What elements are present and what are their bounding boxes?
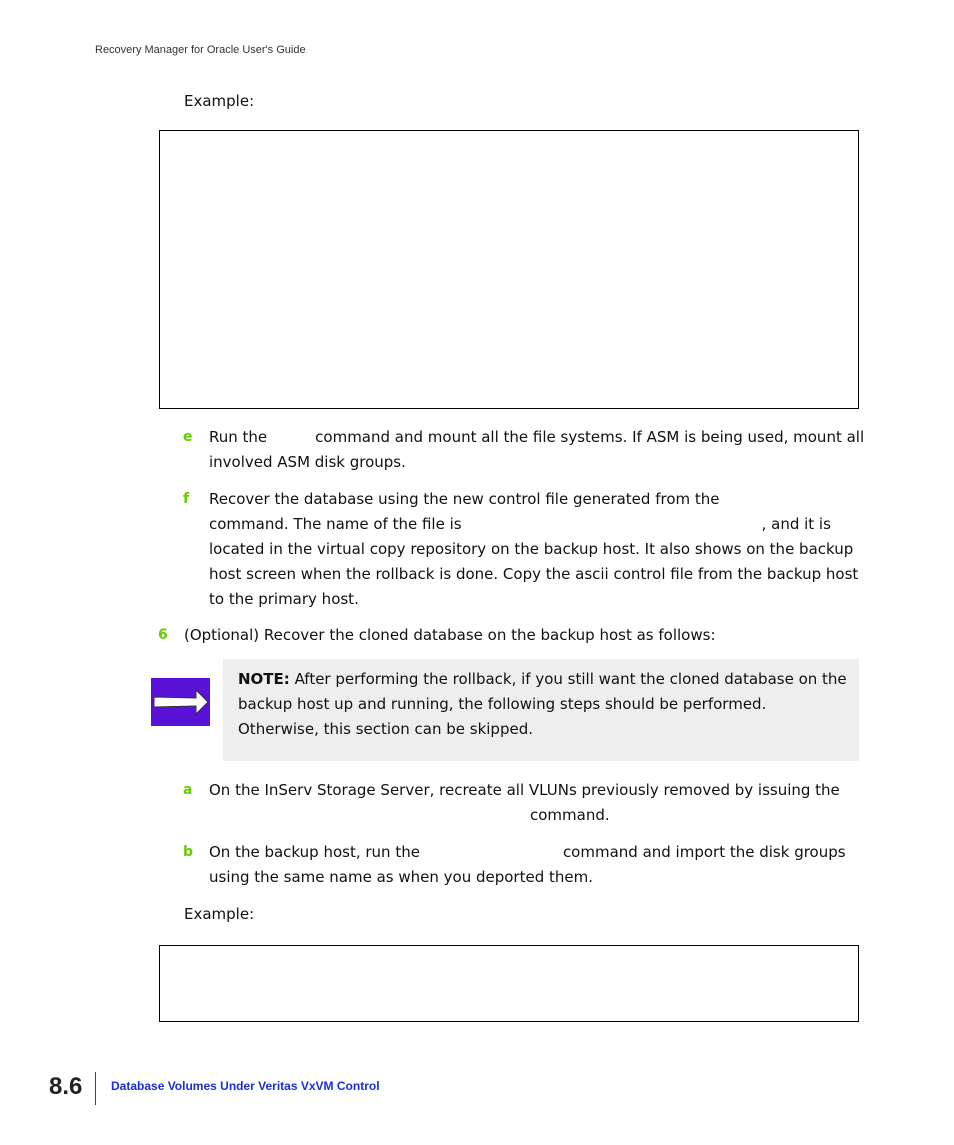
step-e-text-part1: Run the [209,428,268,446]
step-f-line2b: , and it is [761,515,831,533]
running-header: Recovery Manager for Oracle User's Guide [95,44,306,56]
step-a-line2: command. [530,806,610,824]
code-example-box [159,945,859,1022]
footer-divider [95,1072,96,1105]
note-icon-box [151,678,210,726]
step-e-text-part2: command and mount all the file systems. If ASM is being used, mount all [315,428,865,446]
arrow-right-icon [151,678,210,726]
example-label: Example: [184,905,255,923]
code-example-box [159,130,859,409]
chapter-title: Database Volumes Under Veritas VxVM Control [111,1079,380,1093]
step-b-text [209,840,869,890]
step-b-line2: using the same name as when you deported them. [209,868,593,886]
page-number: 8.6 [49,1073,83,1100]
step-b-part1: On the backup host, run the [209,843,420,861]
step-marker-6: 6 [158,627,168,643]
note-line1: After performing the rollback, if you still want the cloned database on the [294,670,847,688]
step-marker-a: a [183,782,193,798]
step-f-line2a: command. The name of the file is [209,515,462,533]
step-marker-f: f [183,491,190,507]
step-f-line1: Recover the database using the new control file generated from the [209,490,720,508]
step-f-line4: host screen when the rollback is done. Copy the ascii control file from the backup host [209,565,859,583]
note-text [238,667,854,742]
step-b-part2: command and import the disk groups [562,843,846,861]
note-line3: Otherwise, this section can be skipped. [238,720,533,738]
step-f-line5: to the primary host. [209,590,359,608]
step-e-text [209,425,869,475]
step-marker-e: e [183,429,193,445]
step-f-text [209,487,869,612]
step-f-line3: located in the virtual copy repository on the backup host. It also shows on the backup [209,540,854,558]
example-label: Example: [184,92,255,110]
step-a-line1: On the InServ Storage Server, recreate all VLUNs previously removed by issuing the [209,781,840,799]
step-6-text: (Optional) Recover the cloned database on the backup host as follows: [184,626,716,644]
note-line2: backup host up and running, the following steps should be performed. [238,695,767,713]
step-a-text [209,778,869,828]
step-marker-b: b [183,844,194,860]
step-e-text-line2: involved ASM disk groups. [209,453,406,471]
note-label: NOTE: [238,670,290,688]
